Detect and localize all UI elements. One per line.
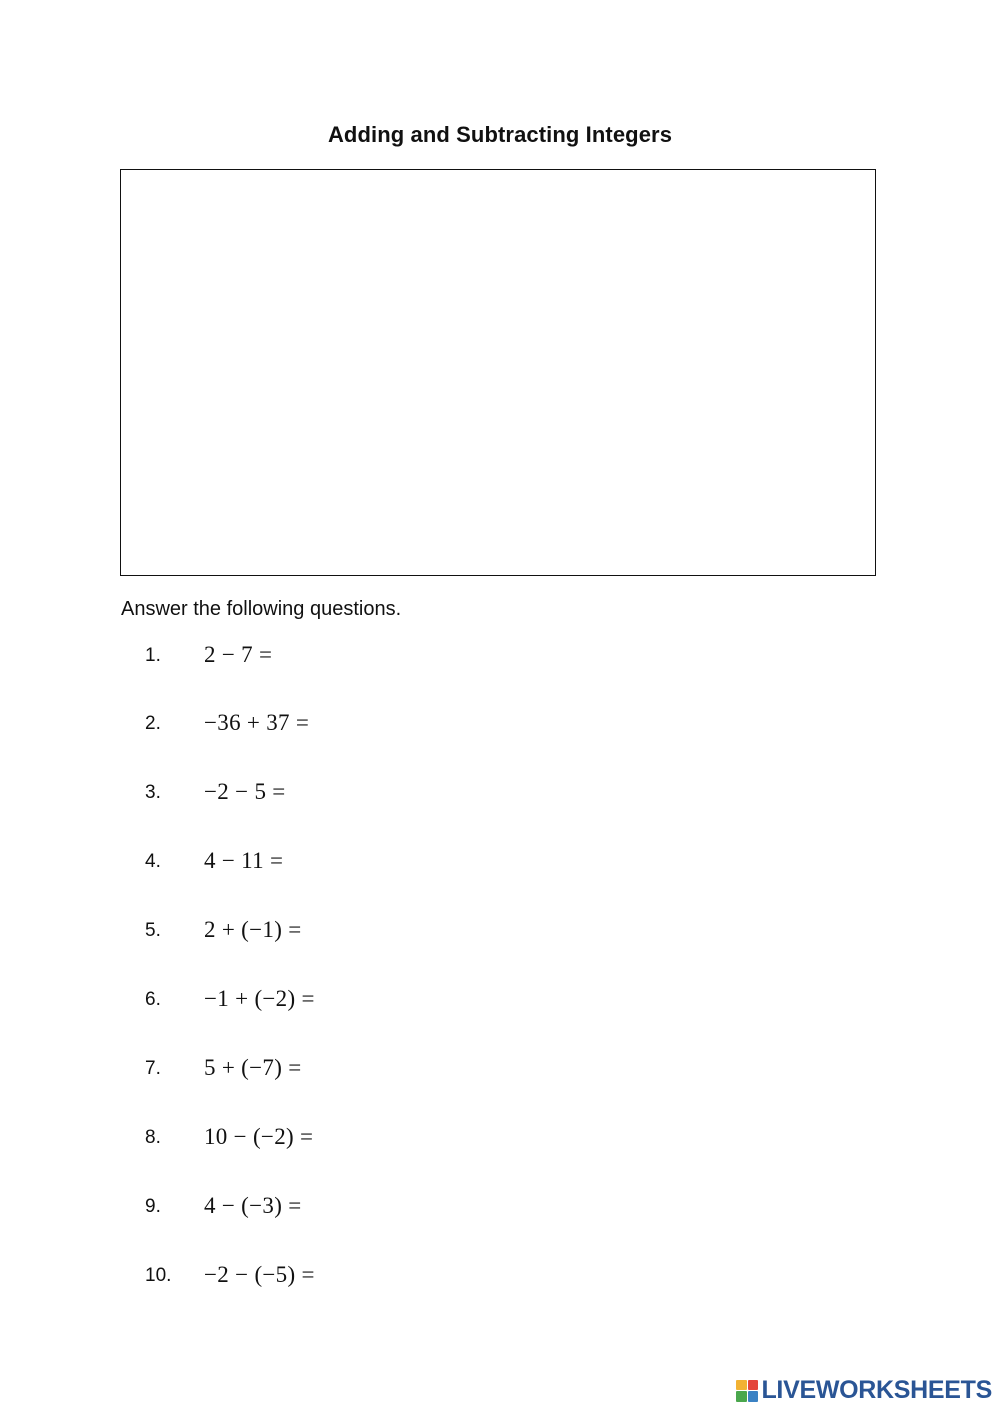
answer-input[interactable] xyxy=(328,918,422,949)
question-number: 1. xyxy=(145,645,161,666)
question-item xyxy=(0,1124,600,1157)
logo-mark-icon xyxy=(736,1380,758,1402)
answer-input[interactable] xyxy=(305,849,399,880)
question-number: 5. xyxy=(145,920,161,941)
answer-input[interactable] xyxy=(345,987,439,1018)
answer-input[interactable] xyxy=(328,1194,422,1225)
question-number: 6. xyxy=(145,989,161,1010)
question-expression: 4 − (−3) = xyxy=(204,1193,302,1218)
question-item xyxy=(0,848,600,881)
question-number: 9. xyxy=(145,1196,161,1217)
logo-mark-square xyxy=(748,1391,759,1402)
question-expression: 2 − 7 = xyxy=(204,642,273,667)
question-item xyxy=(0,1193,600,1226)
question-expression: −1 + (−2) = xyxy=(204,986,315,1011)
answer-input[interactable] xyxy=(328,1056,422,1087)
question-number: 7. xyxy=(145,1058,161,1079)
question-item xyxy=(0,710,600,743)
question-number: 10. xyxy=(145,1265,172,1286)
question-item xyxy=(0,1055,600,1088)
question-expression: −2 − (−5) = xyxy=(204,1262,315,1287)
question-number: 3. xyxy=(145,782,161,803)
question-expression: 10 − (−2) = xyxy=(204,1124,314,1149)
worksheet-title: Adding and Subtracting Integers xyxy=(327,122,673,147)
answer-input[interactable] xyxy=(308,780,402,811)
question-item xyxy=(0,779,600,812)
question-item xyxy=(0,1262,600,1295)
question-expression: 2 + (−1) = xyxy=(204,917,302,942)
question-number: 8. xyxy=(145,1127,161,1148)
answer-input[interactable] xyxy=(290,643,384,674)
instruction-text: Answer the following questions. xyxy=(121,598,402,620)
logo-mark-square xyxy=(748,1380,759,1391)
question-expression: 4 − 11 = xyxy=(204,848,284,873)
liveworksheets-logo xyxy=(736,1376,992,1405)
question-expression: −2 − 5 = xyxy=(204,779,286,804)
answer-box xyxy=(120,169,876,576)
question-expression: 5 + (−7) = xyxy=(204,1055,302,1080)
question-number: 2. xyxy=(145,713,161,734)
question-expression: −36 + 37 = xyxy=(204,710,310,735)
answer-input[interactable] xyxy=(335,711,429,742)
logo-mark-square xyxy=(736,1380,747,1391)
logo-text: LIVEWORKSHEETS xyxy=(761,1376,992,1404)
question-item xyxy=(0,917,600,950)
logo-mark-square xyxy=(736,1391,747,1402)
question-item xyxy=(0,642,600,675)
answer-input[interactable] xyxy=(345,1263,439,1294)
question-item xyxy=(0,986,600,1019)
question-number: 4. xyxy=(145,851,161,872)
answer-input[interactable] xyxy=(340,1125,434,1156)
